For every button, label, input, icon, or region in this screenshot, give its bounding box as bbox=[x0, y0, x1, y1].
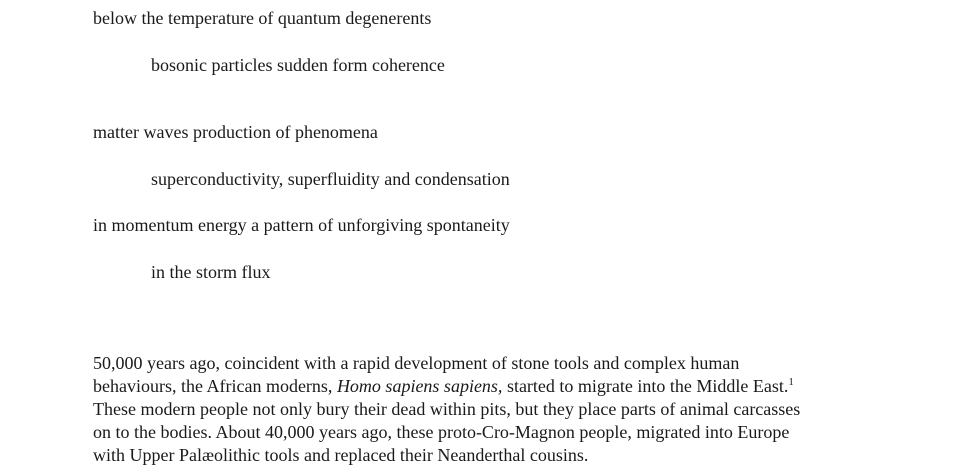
poem-line-3: matter waves production of phenomena bbox=[93, 122, 378, 142]
paragraph-text: started to migrate into the Middle East. bbox=[502, 376, 789, 396]
paragraph-line: 50,000 years ago, coincident with a rapid development of stone tools and complex human bbox=[93, 353, 740, 373]
paragraph-line bbox=[93, 375, 893, 398]
prose-paragraph bbox=[93, 352, 893, 467]
paragraph-line: with Upper Palæolithic tools and replaced their Neanderthal cousins. bbox=[93, 445, 589, 465]
poem-line-4: superconductivity, superfluidity and condensation bbox=[151, 169, 510, 189]
paragraph-line: on to the bodies. About 40,000 years ago, these proto-Cro-Magnon people, migrated into Europe bbox=[93, 422, 790, 442]
poem-line-5: in momentum energy a pattern of unforgiving spontaneity bbox=[93, 215, 510, 235]
poem-line-6: in the storm flux bbox=[151, 262, 271, 282]
poem-line-2: bosonic particles sudden form coherence bbox=[151, 55, 445, 75]
poem-line-1: below the temperature of quantum degenerents bbox=[93, 8, 432, 28]
footnote-reference[interactable]: 1 bbox=[788, 376, 794, 388]
paragraph-line: These modern people not only bury their dead within pits, but they place parts of animal carcasses bbox=[93, 399, 801, 419]
paragraph-text: behaviours, the African moderns, bbox=[93, 376, 337, 396]
species-name: Homo sapiens sapiens, bbox=[336, 376, 503, 396]
